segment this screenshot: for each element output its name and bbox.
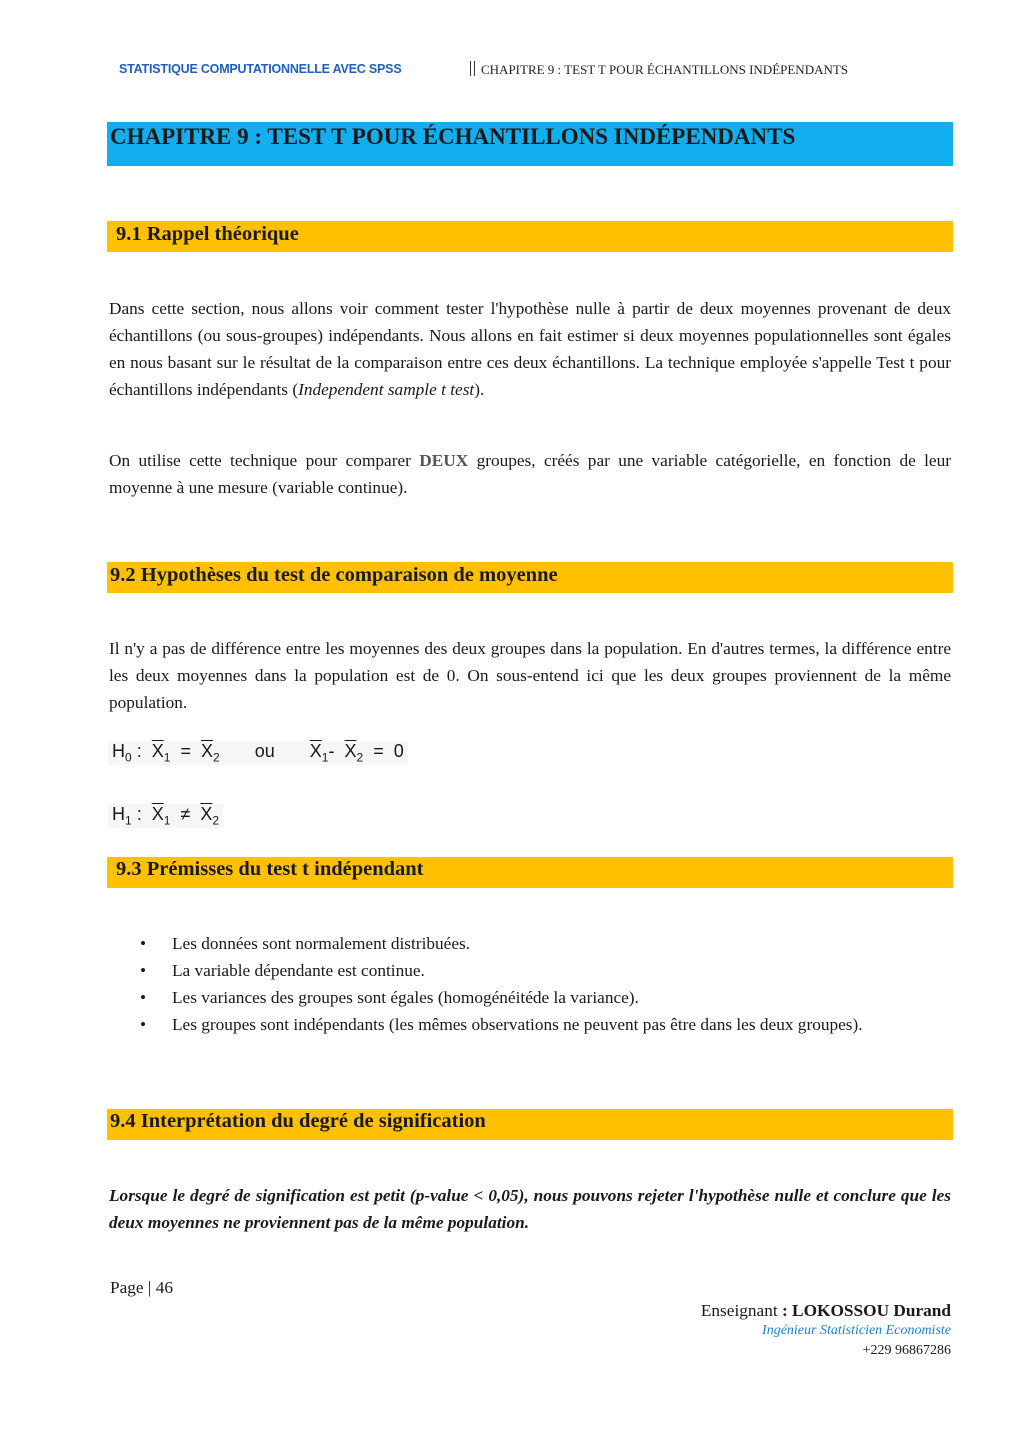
xbar-1-sub: 1: [163, 750, 171, 765]
section-title-9-2: 9.2 Hypothèses du test de comparaison de moyenne: [110, 564, 558, 586]
h0-subscript: 0: [125, 750, 132, 765]
h0-letter: H: [112, 741, 125, 761]
xbar-1-b-sub: 1: [321, 750, 329, 765]
h1-xbar-1-sub: 1: [163, 813, 171, 828]
teacher-prefix: Enseignant: [700, 1301, 782, 1320]
section-title-9-4: 9.4 Interprétation du degré de signification: [110, 1110, 486, 1132]
list-item-text: Les variances des groupes sont égales (homogénéitéde la variance).: [172, 988, 639, 1007]
list-item: [140, 930, 951, 957]
paragraph-hypotheses: Il n'y a pas de différence entre les moyennes des deux groupes dans la population. En d'autres termes, la différence entre les deux moyennes dans la population est de 0. On sous-entend ici que les deux groupes proviennent de la même population.: [109, 639, 951, 712]
xbar-2-b: $\overline{X}$: [344, 741, 357, 761]
xbar-2: $\overline{X}$: [200, 741, 213, 761]
section-title-9-3: 9.3 Prémisses du test t indépendant: [116, 858, 424, 880]
book-title-header: STATISTIQUE COMPUTATIONNELLE AVEC SPSS: [119, 62, 402, 76]
paragraph-rappel-2: [109, 447, 951, 501]
list-item-text: La variable dépendante est continue.: [172, 961, 425, 980]
bullet-icon: •: [140, 1015, 147, 1034]
ou-word: ou: [254, 741, 275, 761]
paragraph-rappel-2-before: On utilise cette technique pour comparer: [109, 451, 420, 470]
list-item: [140, 957, 951, 984]
not-equal-sign: ≠: [180, 804, 191, 824]
chapter-running-text: CHAPITRE 9 : TEST T POUR ÉCHANTILLONS INDÉPENDANTS: [481, 62, 849, 77]
deux-emphasis: DEUX: [419, 451, 469, 470]
paragraph-rappel-2-after: groupes, créés par une variable catégorielle, en fonction de leur moyenne à une mesure (variable continue).: [109, 451, 951, 497]
independent-sample-t-test-term: Independent sample t test: [298, 380, 475, 399]
conclusion-paragraph: Lorsque le degré de signification est petit (p-value < 0,05), nous pouvons rejeter l'hypothèse nulle et conclure que les deux moyennes ne proviennent pas de la même population.: [109, 1186, 951, 1232]
zero-value: 0: [393, 741, 404, 761]
premisses-list: [140, 930, 951, 1038]
paragraph-rappel-1-text: Dans cette section, nous allons voir comment tester l'hypothèse nulle à partir de deux moyennes provenant de deux échantillons (ou sous-groupes) indépendants. Nous allons en fait estimer si deux moyennes populationnelles sont égales en nous basant sur le résultat de la comparaison entre ces deux échantillons. La technique employée s'appelle Test t pour échantillons indépendants (: [109, 299, 951, 399]
teacher-line: [701, 1301, 951, 1321]
paragraph-rappel-1-end: ).: [474, 380, 485, 399]
bullet-icon: •: [140, 988, 147, 1007]
chapter-title: CHAPITRE 9 : TEST T POUR ÉCHANTILLONS INDÉPENDANTS: [110, 124, 796, 149]
list-item: [140, 984, 951, 1011]
xbar-2-sub: 2: [213, 750, 220, 765]
h1-xbar-1: $\overline{X}$: [151, 804, 164, 824]
xbar-1: $\overline{X}$: [151, 741, 164, 761]
h1-subscript: 1: [125, 813, 132, 828]
formula-h1: [108, 804, 223, 828]
equals-sign-b: =: [373, 741, 384, 761]
teacher-colon: :: [781, 1301, 793, 1320]
bullet-icon: •: [140, 934, 147, 953]
teacher-role: Ingénieur Statisticien Economiste: [762, 1323, 951, 1338]
teacher-phone: +229 96867286: [862, 1343, 951, 1358]
equals-sign: =: [180, 741, 191, 761]
h1-xbar-2-sub: 2: [212, 813, 220, 828]
teacher-name: LOKOSSOU Durand: [792, 1301, 951, 1320]
h0-colon: :: [136, 741, 142, 761]
list-item: [140, 1011, 951, 1038]
xbar-1-b: $\overline{X}$: [309, 741, 322, 761]
xbar-2-b-sub: 2: [356, 750, 364, 765]
page-number: Page | 46: [110, 1278, 173, 1297]
paragraph-rappel-1: [109, 295, 951, 403]
bullet-icon: •: [140, 961, 147, 980]
section-title-9-1: 9.1 Rappel théorique: [116, 223, 299, 245]
minus-sign: -: [328, 741, 335, 761]
header-separator: [470, 61, 475, 76]
list-item-text: Les données sont normalement distribuées.: [172, 934, 471, 953]
h1-xbar-2: $\overline{X}$: [200, 804, 213, 824]
h1-colon: :: [136, 804, 142, 824]
list-item-text: Les groupes sont indépendants (les mêmes observations ne peuvent pas être dans les deux groupes).: [172, 1015, 863, 1034]
chapter-running-header: [470, 61, 848, 78]
formula-h0: [108, 741, 408, 765]
h1-letter: H: [112, 804, 125, 824]
